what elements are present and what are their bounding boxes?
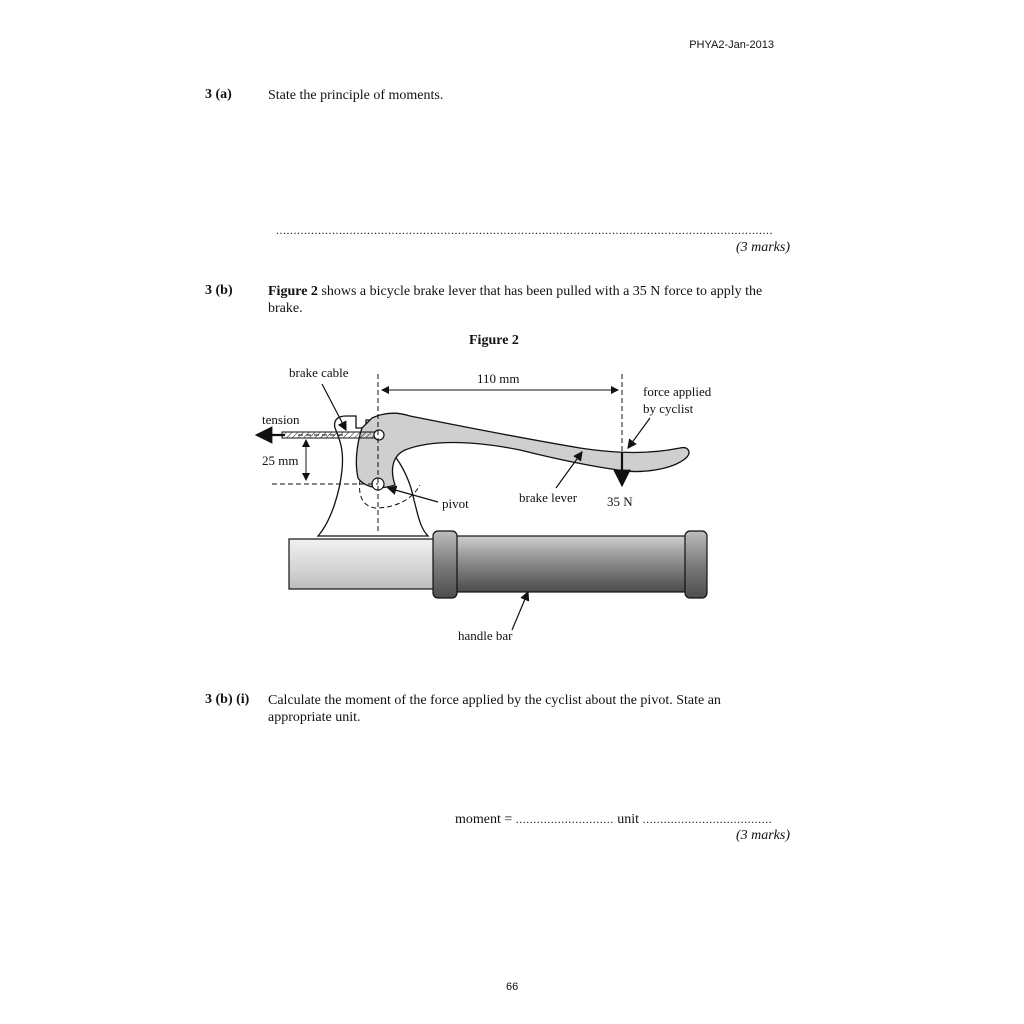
question-text-3bi: Calculate the moment of the force applied by the cyclist about the pivot. State an appropriate unit. [268, 693, 721, 725]
label-brake-cable: brake cable [289, 365, 349, 380]
label-brake-lever: brake lever [519, 490, 578, 505]
label-force-line2: by cyclist [643, 401, 694, 416]
label-pivot: pivot [442, 496, 469, 511]
answer-line-3bi[interactable] [455, 811, 772, 828]
answer-line-3a[interactable]: .............................................................................................................................................. [276, 223, 773, 237]
label-110mm: 110 mm [477, 371, 520, 386]
label-handle-bar: handle bar [458, 628, 513, 643]
label-25mm: 25 mm [262, 453, 299, 468]
unit-answer-dots[interactable]: ..................................... [642, 812, 773, 826]
exam-code: PHYA2-Jan-2013 [689, 39, 774, 51]
brake-cable [282, 432, 377, 438]
question-number-3a: 3 (a) [205, 87, 232, 102]
figure-title: Figure 2 [469, 333, 519, 348]
moment-answer-dots[interactable]: ............................ [515, 812, 614, 826]
label-tension: tension [262, 412, 300, 427]
label-35n: 35 N [607, 494, 633, 509]
label-force-line1: force applied [643, 384, 712, 399]
cable-nipple [374, 430, 384, 440]
question-text-3a: State the principle of moments. [268, 88, 444, 103]
page-number: 66 [506, 981, 519, 993]
unit-label: unit [613, 812, 643, 827]
question-number-3b: 3 (b) [205, 283, 233, 298]
handle-bar [289, 531, 707, 598]
question-text-3b-rest: shows a bicycle brake lever that has been pulled with a 35 N force to apply the brake. [268, 284, 763, 316]
marks-3a: (3 marks) [735, 240, 790, 255]
moment-label: moment = [455, 812, 516, 827]
question-number-3bi: 3 (b) (i) [205, 692, 250, 707]
figure-reference: Figure 2 [268, 284, 318, 299]
marks-3bi: (3 marks) [735, 828, 790, 843]
